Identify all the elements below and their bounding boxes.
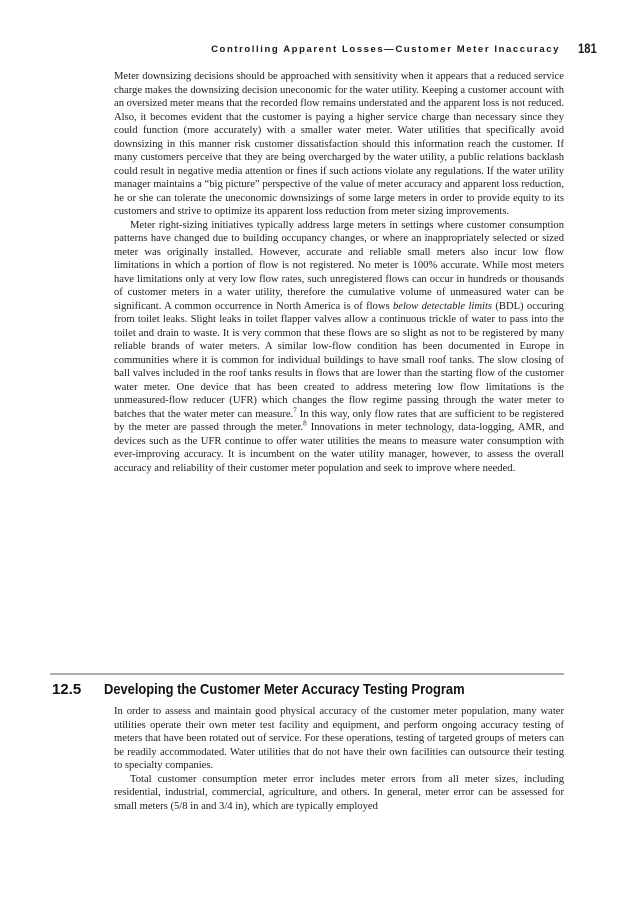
paragraph-text: Meter right-sizing initiatives typically address large meters in settings where customer consumption patterns have changed due to building occupancy changes, or where an inappropriately selected or sized meter was originally installed. However, accurate and reliable small meters also incur low flow limitations in which a portion of flow is not registered. No meter is 100% accurate. While most meters have limitations only at very low flow rates, such unregistered flows can occur in hundreds or thousands of customer meters in a water utility, therefore the cumulative volume of unmeasured water can be significant. A common occurrence in North America is of flows [114,219,564,312]
footnote-ref[interactable]: 7 [293,405,297,414]
running-head: Controlling Apparent Losses—Customer Meter Inaccuracy [211,44,560,55]
paragraph-text: (BDL) occuring from toilet leaks. Slight leaks in toilet flapper valves allow a continuous trickle of water to pass into the toilet and drain to waste. It is very common that these flows are so slight as not to be registered by many reliable brands of water meters. A similar low-flow condition has been documented in Europe in communities where it is common for individual buildings to have small roof tanks. The slow closing of ball valves included in the roof tanks results in flows that are lower than the starting flow of the customer water meter. One device that has been created to address metering low flow limitations is the unmeasured-flow reducer (UFR) which changes the flow regime passing through the water meter to batches that the water meter can measure. [114,300,564,420]
footnote-ref[interactable]: 8 [303,419,307,428]
page-number: 181 [578,40,597,56]
section-divider [50,673,564,675]
body-text-block [114,705,564,813]
paragraph-text: In this way, only flow rates that are sufficient to be registered by the meter are passed through the meter. [114,408,564,433]
paragraph-text: Innovations in meter technology, data-logging, AMR, and devices such as the UFR continue to offer water utilities the means to measure water consumption with ever-improving accuracy. It is incumbent on the water utility manager, however, to assess the overall accuracy and reliability of their customer meter population and seek to improve where needed. [114,422,564,474]
section-number: 12.5 [52,681,82,698]
paragraph-total-meter-error: Total customer consumption meter error includes meter errors from all meter sizes, including residential, industrial, commercial, agriculture, and others. In general, meter error can be assessed for small meters (5/8 in and 3/4 in), which are typically employed [114,773,564,812]
paragraph-testing-facilities: In order to assess and maintain good physical accuracy of the customer meter population, many water utilities operate their own meter test facility and equipment, and perform ongoing accuracy testing of meters that have been rotated out of service. For these operations, testing of targeted groups of meters can be readily accommodated. Water utilities that do not have their own facilities can outsource their testing to specialty companies. [114,706,564,771]
section-heading [52,681,564,698]
paragraph-meter-right-sizing [114,219,564,476]
section-title: Developing the Customer Meter Accuracy Testing Program [104,681,465,698]
body-text-block [114,70,564,475]
paragraph-meter-downsizing: Meter downsizing decisions should be approached with sensitivity when it appears that a reduced service charge makes the downsizing decision uneconomic for the water utility. Keeping a customer account with an oversized meter means that the recorded flow remains understated and the apparent loss is not reduced. Also, it becomes evident that the customer is paying a higher service charge than necessary since they could function (more accurately) with a smaller water meter. Water utilities that specifically avoid downsizing in this manner risk customer dissatisfaction should this information reach the customer. If many customers perceive that they are being overcharged by the water utility, a public relations backlash could result in negative media attention or fines if such actions violate any regulations. If the water utility manager maintains a “big picture” perspective of the value of meter accuracy and apparent loss reduction, he or she can tolerate the uneconomic downsizings of some large meters in order to provide equity to its customers and strive to optimize its apparent loss reduction from meter sizing improvements. [114,71,564,217]
italic-term: below detectable limits [392,300,493,312]
